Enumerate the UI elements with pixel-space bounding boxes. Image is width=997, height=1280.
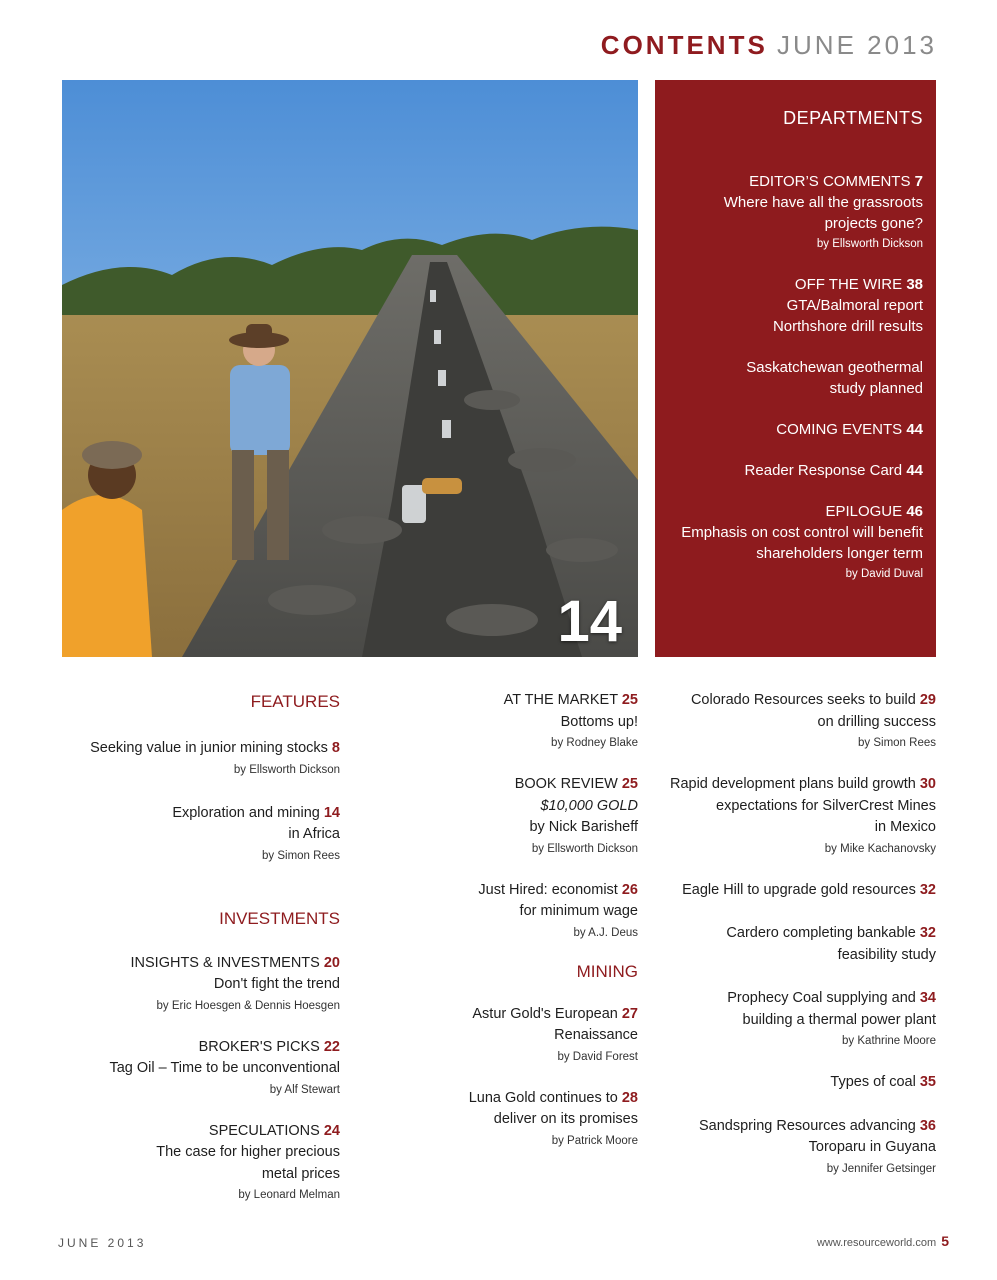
- page-number: 14: [323, 804, 340, 821]
- entry-text: Toroparu in Guyana: [808, 1139, 936, 1155]
- byline: by Simon Rees: [262, 849, 340, 862]
- entry-line: [650, 817, 936, 839]
- entry-text: shareholders longer term: [756, 545, 923, 562]
- page-number: 32: [919, 881, 936, 898]
- footer-site: [817, 1233, 949, 1249]
- issue-date: JUNE 2013: [777, 30, 937, 60]
- entry-line: [650, 945, 936, 967]
- department-entry[interactable]: [665, 501, 923, 584]
- page-number: 25: [621, 776, 638, 792]
- entry-text: EPILOGUE: [825, 503, 907, 520]
- entry-text: Eagle Hill to upgrade gold resources: [682, 881, 920, 898]
- entry-text: Tag Oil – Time to be unconventional: [109, 1060, 340, 1076]
- entry-line: [430, 880, 638, 902]
- contents-entry[interactable]: [70, 803, 340, 867]
- contents-entry[interactable]: [430, 880, 638, 944]
- entry-line: [650, 988, 936, 1010]
- photo-page-number: 14: [557, 589, 622, 654]
- entry-text: BROKER'S PICKS: [198, 1038, 324, 1055]
- entry-text: GTA/Balmoral report: [786, 297, 923, 314]
- entry-text: $10,000 GOLD: [540, 797, 638, 814]
- byline: by David Forest: [557, 1050, 638, 1063]
- byline: by Leonard Melman: [238, 1189, 340, 1201]
- section-heading: INVESTMENTS: [219, 908, 340, 928]
- entry-text: OFF THE WIRE: [794, 276, 907, 293]
- entry-text: deliver on its promises: [493, 1111, 638, 1127]
- entry-text: Don't fight the trend: [213, 976, 340, 992]
- entry-line: [70, 1164, 340, 1186]
- entry-line: [430, 1004, 638, 1026]
- entry-line: [430, 712, 638, 734]
- entry-line: [70, 974, 340, 996]
- footer-url[interactable]: www.resourceworld.com: [816, 1237, 937, 1249]
- entry-line: [70, 1142, 340, 1164]
- contents-column-middle: [430, 690, 638, 1152]
- department-entry-line: [665, 378, 923, 399]
- department-entry[interactable]: [665, 460, 923, 481]
- entry-text: in Africa: [288, 826, 340, 842]
- entry-text: Rapid development plans build growth: [669, 776, 920, 792]
- entry-text: Sandspring Resources advancing: [699, 1117, 920, 1134]
- entry-line: [650, 1116, 936, 1138]
- entry-line: [70, 1058, 340, 1080]
- entry-text: BOOK REVIEW: [514, 776, 622, 792]
- footer-issue-date: JUNE 2013: [58, 1236, 147, 1250]
- contents-entry[interactable]: [430, 690, 638, 754]
- entry-text: COMING EVENTS: [776, 421, 907, 438]
- entry-line: [430, 774, 638, 796]
- page-number: 20: [323, 954, 340, 971]
- department-entry-line: [665, 543, 923, 564]
- page-number: 44: [906, 462, 923, 479]
- entry-line: [430, 1088, 638, 1110]
- page-number: 46: [906, 503, 923, 520]
- byline: by Mike Kachanovsky: [824, 842, 936, 855]
- entry-text: The case for higher precious: [156, 1144, 340, 1160]
- page-number: 7: [914, 173, 923, 190]
- contents-entry[interactable]: [650, 1116, 936, 1180]
- entry-line: [650, 796, 936, 818]
- entry-text: Seeking value in junior mining stocks: [90, 740, 332, 756]
- contents-entry[interactable]: [650, 774, 936, 860]
- department-entry[interactable]: [665, 274, 923, 337]
- entry-text: AT THE MARKET: [503, 692, 622, 708]
- byline: by A.J. Deus: [573, 926, 638, 939]
- contents-heading: CONTENTS: [600, 30, 768, 60]
- page-number: 35: [919, 1074, 936, 1090]
- entry-text: Bottoms up!: [560, 713, 638, 730]
- entry-text: study planned: [829, 380, 923, 397]
- entry-text: Just Hired: economist: [478, 881, 622, 898]
- entry-line: [430, 901, 638, 923]
- department-entry-line: [665, 171, 923, 192]
- page-number: 38: [906, 276, 923, 293]
- byline: by Simon Rees: [858, 737, 936, 749]
- page-number: 24: [323, 1122, 340, 1139]
- entry-text: building a thermal power plant: [742, 1011, 936, 1028]
- contents-entry[interactable]: [650, 690, 936, 754]
- entry-text: Saskatchewan geothermal: [746, 359, 923, 376]
- department-entry[interactable]: [665, 171, 923, 254]
- trench-photo-illustration: [62, 80, 638, 657]
- contents-entry[interactable]: [650, 880, 936, 902]
- contents-entry[interactable]: [70, 1037, 340, 1101]
- department-entry-line: [665, 213, 923, 234]
- entry-line: [70, 953, 340, 975]
- department-entry[interactable]: [665, 419, 923, 440]
- entry-text: SPECULATIONS: [208, 1122, 324, 1139]
- contents-column-right: [650, 690, 936, 1180]
- page-number: 44: [906, 421, 923, 438]
- entry-line: [650, 923, 936, 945]
- entry-text: projects gone?: [824, 215, 923, 232]
- entry-text: metal prices: [261, 1165, 340, 1182]
- byline: by Ellsworth Dickson: [816, 238, 923, 250]
- byline: by Rodney Blake: [551, 737, 638, 749]
- entry-text: on drilling success: [817, 713, 936, 730]
- entry-text: Prophecy Coal supplying and: [727, 990, 920, 1006]
- entry-text: Colorado Resources seeks to build: [690, 692, 920, 708]
- entry-text: EDITOR’S COMMENTS: [749, 173, 915, 190]
- page-number: 26: [621, 881, 638, 898]
- entry-line: [70, 803, 340, 825]
- entry-text: Northshore drill results: [772, 318, 923, 335]
- entry-line: [430, 1025, 638, 1047]
- entry-text: Emphasis on cost control will benefit: [681, 524, 923, 541]
- departments-heading: DEPARTMENTS: [783, 108, 923, 128]
- byline: by David Duval: [845, 568, 923, 580]
- page-number: 25: [621, 692, 638, 708]
- page-number: 30: [919, 776, 936, 792]
- entry-line: [430, 1109, 638, 1131]
- entry-text: Reader Response Card: [744, 462, 907, 479]
- page-number: 8: [331, 740, 340, 756]
- entry-text: in Mexico: [874, 819, 936, 835]
- contents-column-left: [70, 690, 340, 1206]
- contents-entry[interactable]: [430, 1004, 638, 1068]
- entry-text: Astur Gold's European: [472, 1005, 622, 1022]
- contents-entry[interactable]: [70, 738, 340, 781]
- contents-entry[interactable]: [70, 1121, 340, 1207]
- entry-text: Types of coal: [830, 1074, 920, 1090]
- entry-line: [70, 1037, 340, 1059]
- entry-line: [70, 1121, 340, 1143]
- entry-line: [650, 1137, 936, 1159]
- page-number: 29: [919, 692, 936, 708]
- entry-line: [650, 690, 936, 712]
- entry-line: [430, 796, 638, 818]
- departments-panel: [655, 80, 936, 657]
- page-number: 22: [323, 1038, 340, 1055]
- byline: by Jennifer Getsinger: [826, 1162, 936, 1175]
- entry-text: feasibility study: [837, 946, 936, 963]
- contents-entry[interactable]: [430, 1088, 638, 1152]
- entry-text: expectations for SilverCrest Mines: [716, 797, 936, 814]
- page-number: 28: [621, 1089, 638, 1106]
- entry-line: [70, 824, 340, 846]
- contents-entry[interactable]: [650, 923, 936, 966]
- department-entry-line: [665, 192, 923, 213]
- entry-text: by Nick Barisheff: [529, 819, 638, 835]
- entry-line: [430, 817, 638, 839]
- entry-text: INSIGHTS & INVESTMENTS: [130, 954, 324, 971]
- footer-page-number: 5: [941, 1233, 949, 1249]
- department-entry-line: [665, 419, 923, 440]
- byline: by Eric Hoesgen & Dennis Hoesgen: [156, 999, 340, 1012]
- byline: by Alf Stewart: [269, 1083, 340, 1096]
- entry-line: [650, 880, 936, 902]
- page-header: [601, 30, 937, 61]
- cover-feature-photo[interactable]: [62, 80, 638, 657]
- entry-line: [430, 690, 638, 712]
- entry-line: [650, 1010, 936, 1032]
- page-number: 34: [919, 990, 936, 1006]
- department-entry[interactable]: [665, 357, 923, 399]
- entry-text: Where have all the grassroots: [723, 194, 923, 211]
- entry-text: Cardero completing bankable: [726, 925, 920, 941]
- entry-line: [650, 1072, 936, 1094]
- contents-entry[interactable]: [430, 774, 638, 860]
- entry-text: Renaissance: [554, 1027, 638, 1043]
- department-entry-line: [665, 295, 923, 316]
- contents-entry[interactable]: [650, 988, 936, 1052]
- section-heading: MINING: [576, 961, 638, 981]
- entry-line: [650, 774, 936, 796]
- contents-entry[interactable]: [650, 1072, 936, 1094]
- entry-text: Luna Gold continues to: [468, 1089, 622, 1106]
- byline: by Ellsworth Dickson: [531, 842, 638, 855]
- contents-entry[interactable]: [70, 953, 340, 1017]
- entry-text: for minimum wage: [519, 903, 638, 919]
- entry-line: [70, 738, 340, 760]
- page-number: 27: [621, 1005, 638, 1022]
- entry-text: Exploration and mining: [172, 804, 324, 821]
- byline: by Kathrine Moore: [842, 1035, 936, 1047]
- department-entry-line: [665, 316, 923, 337]
- page-number: 32: [919, 925, 936, 941]
- departments-list: [665, 171, 923, 584]
- byline: by Ellsworth Dickson: [233, 763, 340, 776]
- byline: by Patrick Moore: [551, 1134, 638, 1147]
- department-entry-line: [665, 522, 923, 543]
- department-entry-line: [665, 274, 923, 295]
- department-entry-line: [665, 357, 923, 378]
- entry-line: [650, 712, 936, 734]
- section-heading: FEATURES: [250, 692, 340, 711]
- page-number: 36: [919, 1117, 936, 1134]
- department-entry-line: [665, 501, 923, 522]
- department-entry-line: [665, 460, 923, 481]
